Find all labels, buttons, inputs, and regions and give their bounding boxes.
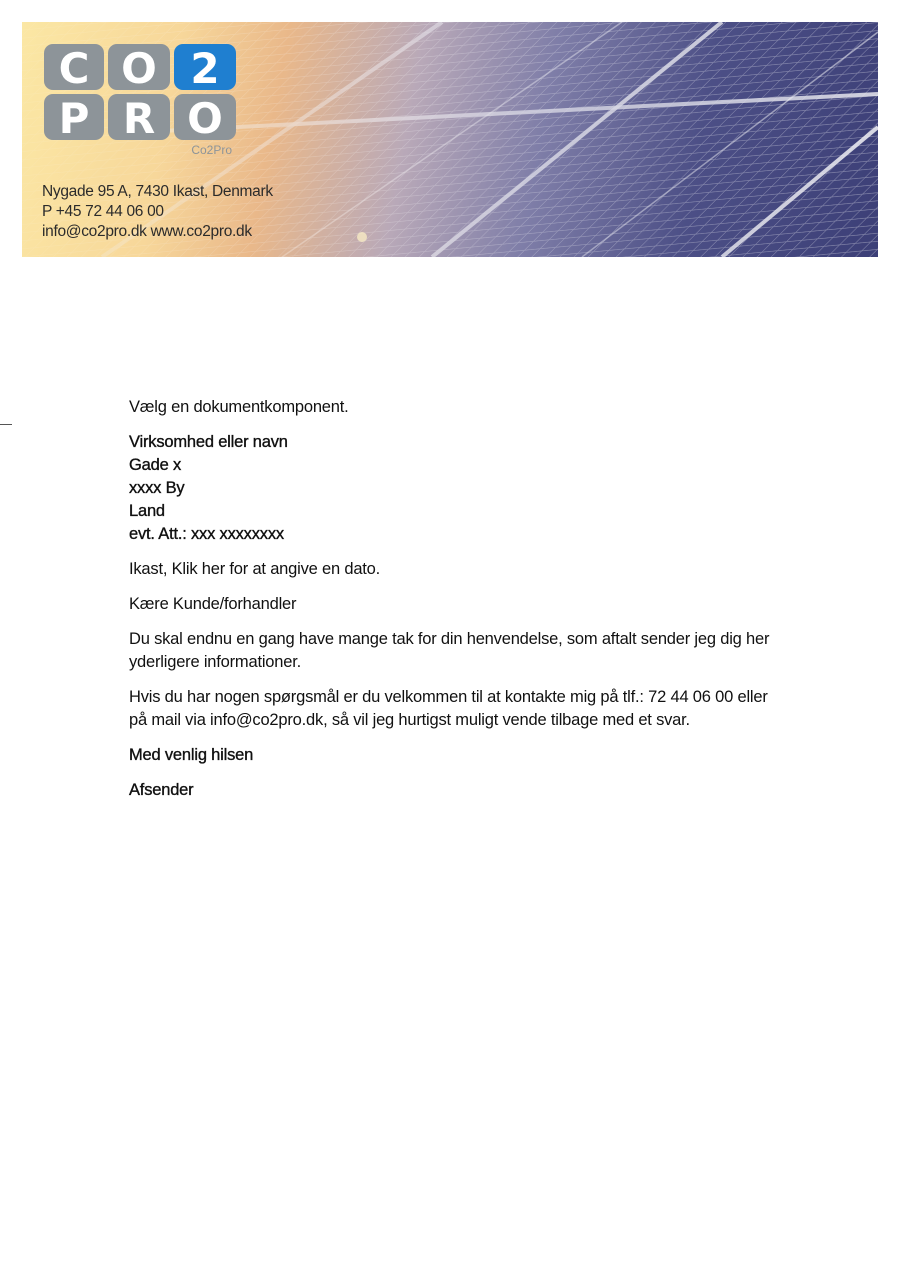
recipient-city: xxxx By <box>129 479 185 497</box>
recipient-att: evt. Att.: xxx xxxxxxxx <box>129 525 284 543</box>
letter-body <box>129 396 789 814</box>
document-component-placeholder[interactable]: Vælg en dokumentkomponent. <box>129 398 349 416</box>
recipient-country: Land <box>129 502 165 520</box>
logo-letter: P <box>58 94 90 143</box>
paragraph-thanks: Du skal endnu en gang have mange tak for din henvendelse, som aftalt sender jeg dig her yderligere informationer. <box>129 630 770 671</box>
header-banner <box>22 22 878 257</box>
date-line[interactable]: Ikast, Klik her for at angive en dato. <box>129 560 381 578</box>
company-web: info@co2pro.dk www.co2pro.dk <box>42 223 252 240</box>
closing: Med venlig hilsen <box>129 746 254 764</box>
sender: Afsender <box>129 781 194 799</box>
logo-tagline: Co2Pro <box>191 143 232 157</box>
recipient-company: Virksomhed eller navn <box>129 433 288 451</box>
logo-letter: C <box>58 44 90 93</box>
logo-letter: 2 <box>190 44 220 93</box>
company-phone: P +45 72 44 06 00 <box>42 203 164 220</box>
fold-mark <box>0 424 12 425</box>
paragraph-contact: Hvis du har nogen spørgsmål er du velkommen til at kontakte mig på tlf.: 72 44 06 00 eller på mail via info@co2pro.dk, så vil jeg hurtigst muligt vende tilbage med et svar. <box>129 688 768 729</box>
company-contact-block <box>42 182 273 242</box>
recipient-street: Gade x <box>129 456 181 474</box>
logo-letter: O <box>121 44 157 93</box>
company-address: Nygade 95 A, 7430 Ikast, Denmark <box>42 183 273 200</box>
logo-letter: R <box>122 94 156 143</box>
recipient-address <box>129 431 789 546</box>
logo-letter: O <box>187 94 223 143</box>
salutation: Kære Kunde/forhandler <box>129 595 297 613</box>
co2pro-logo <box>42 42 238 178</box>
